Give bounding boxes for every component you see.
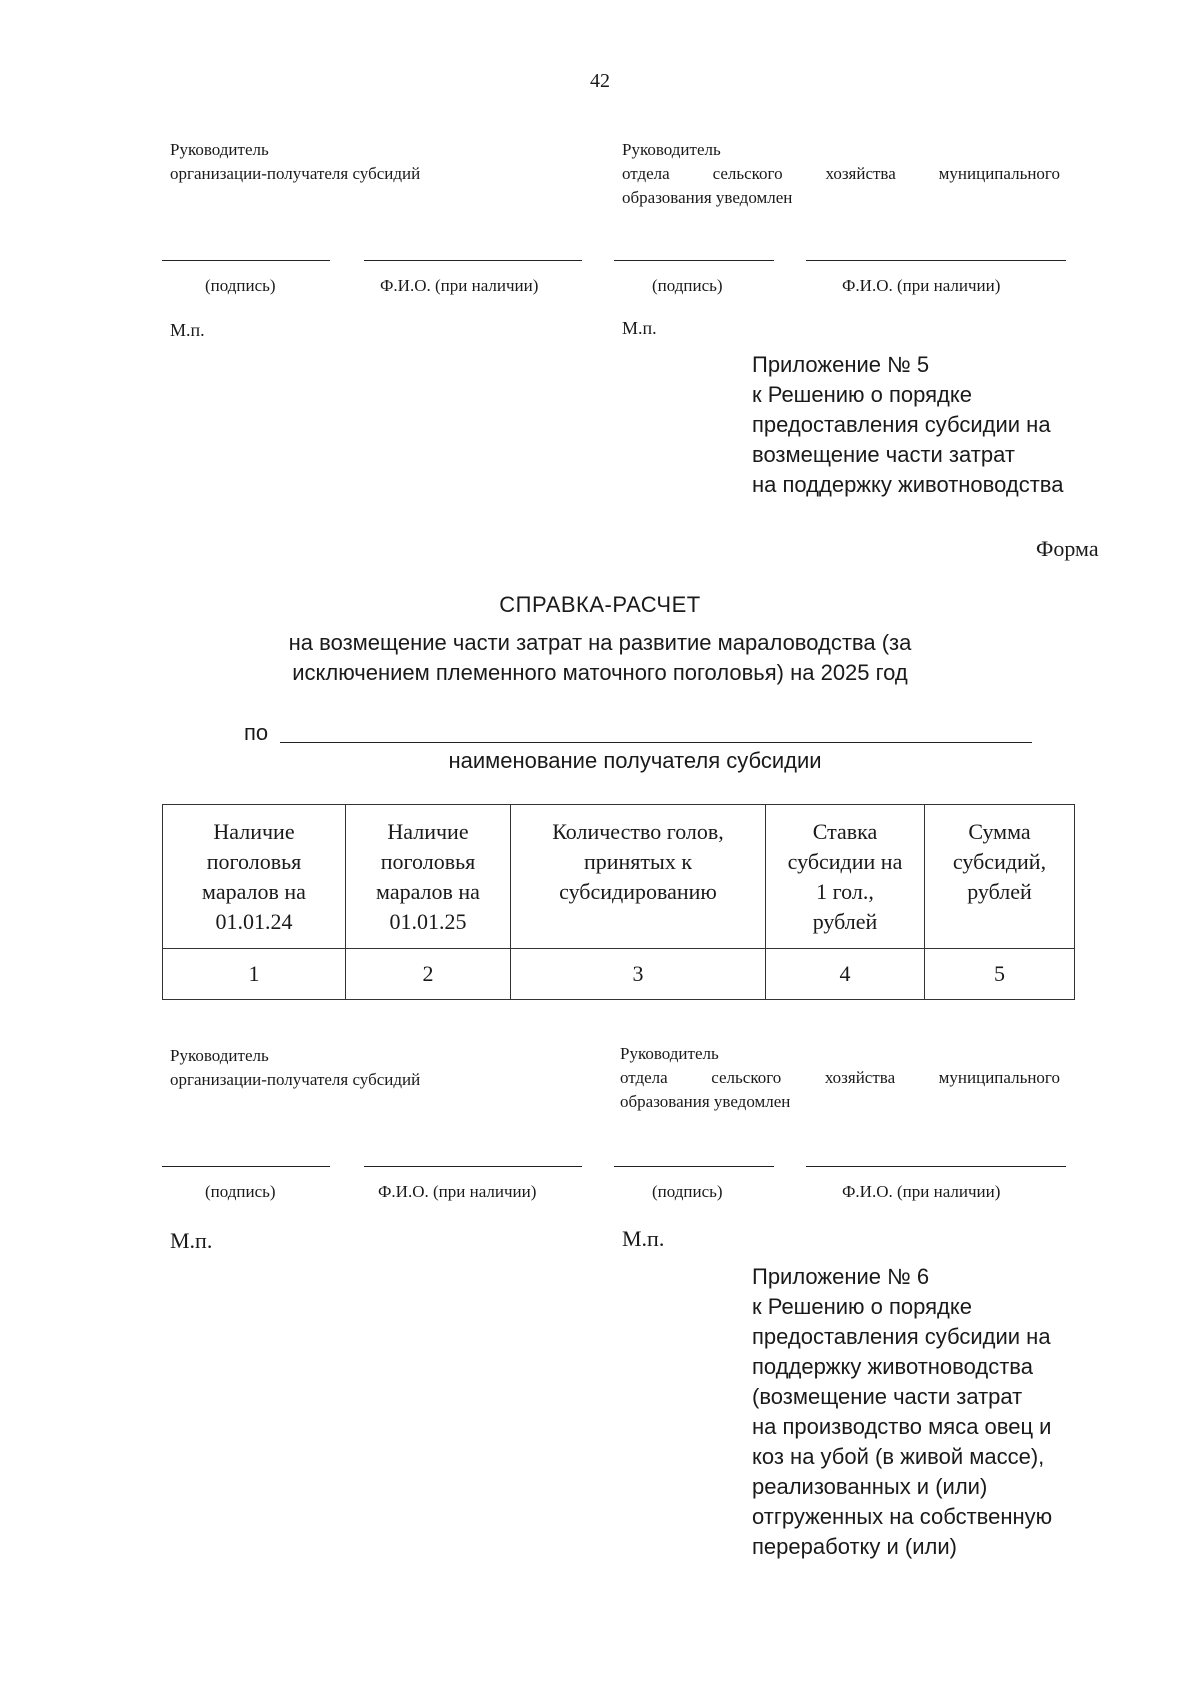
- sig2-signature-line: [162, 1166, 330, 1167]
- sig2-left-title: [170, 1044, 420, 1092]
- appendix-6-line: Приложение № 6: [752, 1264, 930, 1289]
- appendix-6-line: к Решению о порядке: [752, 1294, 972, 1319]
- table-header-cell: Наличие поголовья маралов на 01.01.24: [163, 805, 346, 949]
- sig1-right-title-line1: Руководитель: [622, 140, 721, 159]
- recipient-prefix: по: [244, 720, 269, 745]
- sig1-stamp-left: М.п.: [170, 320, 205, 340]
- appendix-5-line: к Решению о порядке: [752, 382, 972, 407]
- appendix-5-line: возмещение части затрат: [752, 442, 1015, 467]
- sig1-name-label: Ф.И.О. (при наличии): [380, 276, 539, 295]
- sig2-signature-label: (подпись): [205, 1182, 276, 1201]
- sig2-stamp-left: М.п.: [170, 1228, 213, 1253]
- sig2-name-label: Ф.И.О. (при наличии): [378, 1182, 537, 1201]
- page-number: 42: [590, 70, 610, 92]
- sig1-right-signature-label: (подпись): [652, 276, 723, 295]
- appendix-6-line: поддержку животноводства: [752, 1354, 1033, 1379]
- recipient-caption: наименование получателя субсидии: [448, 748, 822, 773]
- appendix-6-line: отгруженных на собственную: [752, 1504, 1053, 1529]
- calculation-table: [162, 804, 1075, 1000]
- table-cell: 1: [163, 949, 346, 1000]
- sig2-right-signature-line: [614, 1166, 774, 1167]
- table-header-row: [163, 805, 1075, 949]
- sig1-right-name-label: Ф.И.О. (при наличии): [842, 276, 1001, 295]
- sig1-right-title-line2: [622, 162, 1060, 186]
- sig2-right-name-label: Ф.И.О. (при наличии): [842, 1182, 1001, 1201]
- table-cell: 5: [925, 949, 1075, 1000]
- sig2-left-title-line2: организации-получателя субсидий: [170, 1070, 421, 1089]
- sig2-name-line: [364, 1166, 582, 1167]
- sig1-right-name-line: [806, 260, 1066, 261]
- sig1-left-title: [170, 138, 420, 186]
- word: отдела: [622, 164, 670, 183]
- table-header-cell: Количество голов, принятых к субсидированию: [511, 805, 766, 949]
- document-subtitle-line1: на возмещение части затрат на развитие мараловодства (за: [288, 630, 912, 655]
- sig1-left-title-line2: организации-получателя субсидий: [170, 164, 421, 183]
- table-number-row: [163, 949, 1075, 1000]
- table-cell: 4: [766, 949, 925, 1000]
- sig1-right-title-line3: образования уведомлен: [622, 188, 793, 207]
- word: сельского: [711, 1068, 782, 1087]
- word: хозяйства: [825, 164, 896, 183]
- document-subtitle-line2: исключением племенного маточного поголовья) на 2025 год: [292, 660, 908, 685]
- sig2-right-title-line1: Руководитель: [620, 1044, 719, 1063]
- sig1-right-signature-line: [614, 260, 774, 261]
- sig1-left-title-line1: Руководитель: [170, 140, 269, 159]
- sig1-right-title: [622, 138, 1060, 210]
- recipient-line: [280, 742, 1032, 743]
- table-cell: 2: [346, 949, 511, 1000]
- document-subtitle: [0, 628, 1200, 688]
- sig1-signature-line: [162, 260, 330, 261]
- word: муниципального: [938, 1068, 1060, 1087]
- appendix-5-line: на поддержку животноводства: [752, 472, 1064, 497]
- sig2-right-name-line: [806, 1166, 1066, 1167]
- appendix-6-line: реализованных и (или): [752, 1474, 988, 1499]
- word: отдела: [620, 1068, 668, 1087]
- sig2-stamp-right: М.п.: [622, 1226, 665, 1251]
- appendix-5: [752, 350, 1063, 500]
- appendix-6-line: предоставления субсидии на: [752, 1324, 1051, 1349]
- sig2-right-title-line2: [620, 1066, 1060, 1090]
- appendix-6-line: на производство мяса овец и: [752, 1414, 1052, 1439]
- sig2-right-title: [620, 1042, 1060, 1114]
- appendix-5-line: предоставления субсидии на: [752, 412, 1051, 437]
- sig2-right-signature-label: (подпись): [652, 1182, 723, 1201]
- form-label: Форма: [1036, 536, 1099, 561]
- word: хозяйства: [824, 1068, 896, 1087]
- sig2-left-title-line1: Руководитель: [170, 1046, 269, 1065]
- appendix-6-line: (возмещение части затрат: [752, 1384, 1023, 1409]
- appendix-5-line: Приложение № 5: [752, 352, 930, 377]
- word: сельского: [712, 164, 783, 183]
- sig1-stamp-right: М.п.: [622, 318, 657, 338]
- table-header-cell: Наличие поголовья маралов на 01.01.25: [346, 805, 511, 949]
- appendix-6-line: коз на убой (в живой массе),: [752, 1444, 1045, 1469]
- table-header-cell: Ставка субсидии на 1 гол., рублей: [766, 805, 925, 949]
- appendix-6: [752, 1262, 1052, 1562]
- sig1-name-line: [364, 260, 582, 261]
- table-cell: 3: [511, 949, 766, 1000]
- sig1-signature-label: (подпись): [205, 276, 276, 295]
- document-title: СПРАВКА-РАСЧЕТ: [499, 592, 701, 617]
- table-header-cell: Сумма субсидий, рублей: [925, 805, 1075, 949]
- appendix-6-line: переработку и (или): [752, 1534, 957, 1559]
- word: муниципального: [938, 164, 1060, 183]
- sig2-right-title-line3: образования уведомлен: [620, 1092, 791, 1111]
